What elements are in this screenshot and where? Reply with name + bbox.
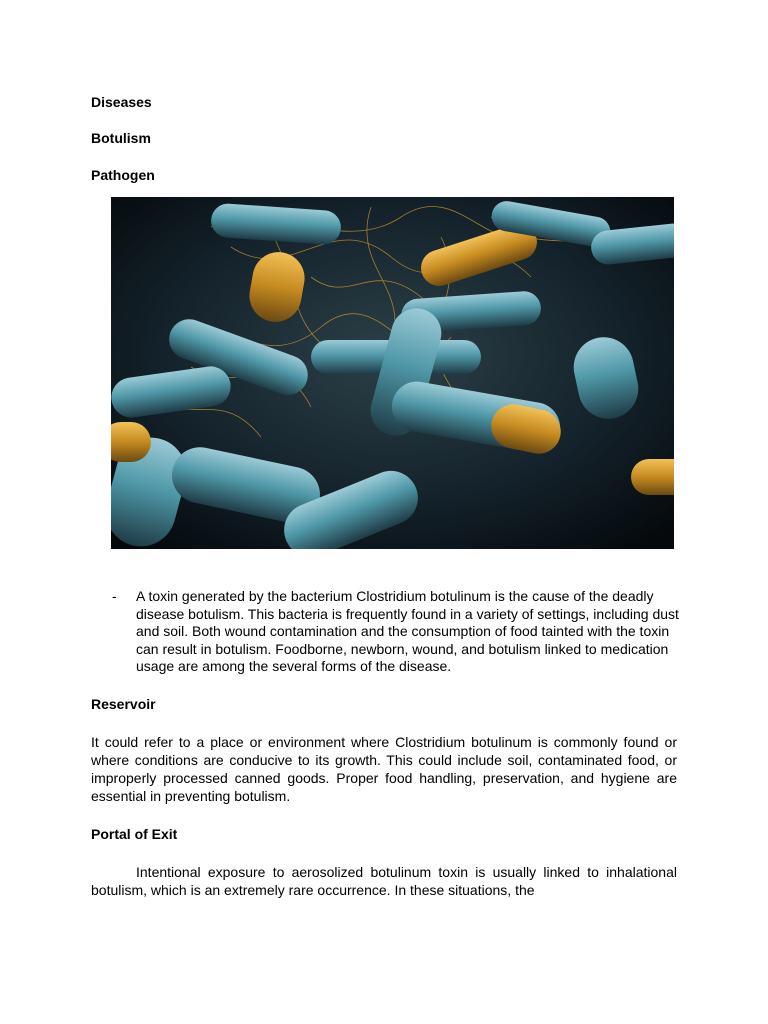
heading-diseases: Diseases (91, 94, 152, 110)
heading-botulism: Botulism (91, 130, 151, 146)
heading-pathogen: Pathogen (91, 167, 155, 183)
portal-of-exit-paragraph: Intentional exposure to aerosolized botulinum toxin is usually linked to inhalational botulism, which is an extremely rare occurrence. In these situations, the (91, 864, 677, 898)
pathogen-description: A toxin generated by the bacterium Clostridium botulinum is the cause of the deadly disease botulism. This bacteria is frequently found in a variety of settings, including dust and soil. Both wound contamination and the consumption of food tainted with the toxin can result in botulism. Foodborne, newborn, wound, and botulism linked to medication usage are among the several forms of the disease. (136, 588, 679, 675)
reservoir-paragraph: It could refer to a place or environment where Clostridium botulinum is commonly found or where conditions are conducive to its growth. This could include soil, contaminated food, or improperly processed canned goods. Proper food handling, preservation, and hygiene are essential in preventing botulism. (91, 734, 677, 804)
heading-reservoir: Reservoir (91, 696, 156, 712)
bullet-marker: - (112, 588, 117, 604)
heading-portal-of-exit: Portal of Exit (91, 826, 178, 842)
bacteria-illustration (111, 197, 674, 549)
